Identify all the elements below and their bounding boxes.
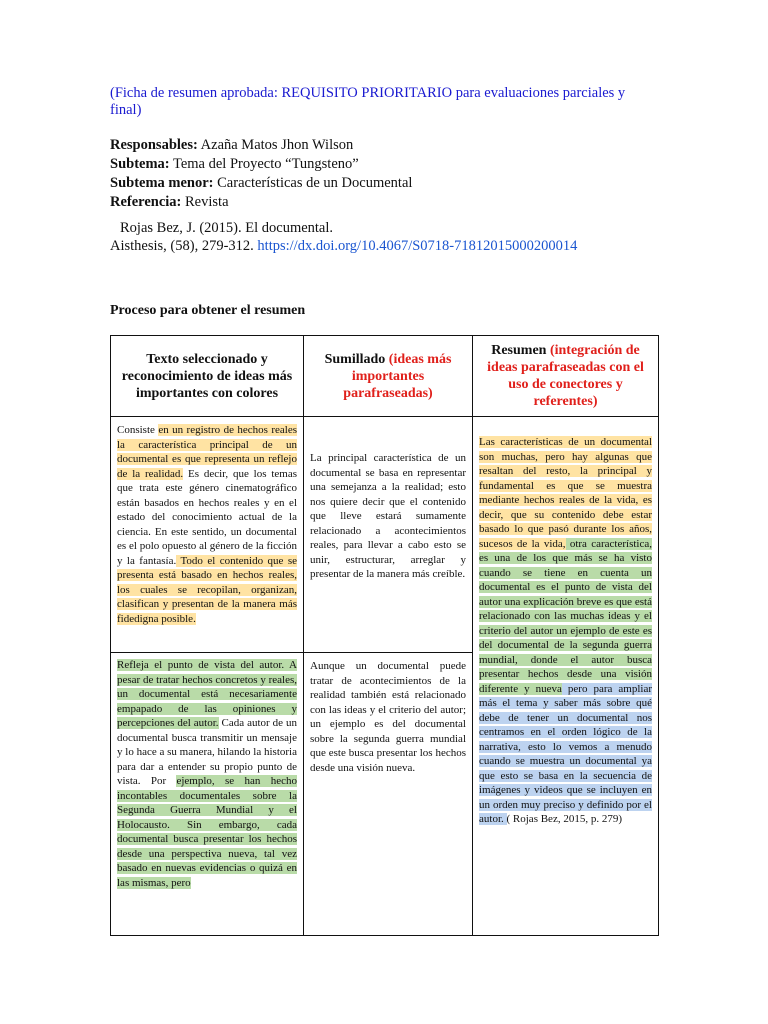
responsables-line: Responsables: Azaña Matos Jhon Wilson bbox=[110, 137, 354, 153]
table-row bbox=[111, 417, 659, 653]
section-title: Proceso para obtener el resumen bbox=[110, 303, 306, 318]
selected-text-cell-1: Consiste en un registro de hechos reales la característica principal de un documental es que representa un reflejo de la realidad. Es decir, que los temas que trata este género cinematográfico están basados en hechos reales y en el estado del conocimiento actual de la ciencia. En este sentido, un documental es el polo opuesto al género de la ficción y la fantasía. Todo el contenido que se presenta está basado en hechos reales, los cuales se recopilan, organizan, clasifican y presentan de la manera más fidedigna posible. bbox=[111, 417, 304, 653]
highlight-blue: pero para ampliar más el tema y saber más sobre qué debe de tener un documental nos centramos en el orden lógico de la narrativa, esto lo vemos a menudo cuando se muestra un documental ya que esto se basa en la secuencia de imágenes y videos que se incluyen en un orden muy preciso y definido por el autor. bbox=[479, 682, 652, 825]
subtema-menor-line: Subtema menor: Características de un Documental bbox=[110, 175, 413, 191]
highlight-green: otra característica, es una de los que más se ha visto cuando se tiene en cuenta un documental es el punto de vista del autor una explicación breve es que está relacionado con las muchas ideas y el criterio del autor un ejemplo de este es del documental de la segunda guerra mundial, donde el autor busca presentar hechos desde una visión diferente y nueva bbox=[479, 537, 652, 695]
subtema-line: Subtema: Tema del Proyecto “Tungsteno” bbox=[110, 156, 359, 172]
citation-line-1: Rojas Bez, J. (2015). El documental. bbox=[120, 220, 334, 236]
selected-text-cell-2: Refleja el punto de vista del autor. A pesar de tratar hechos concretos y reales, un documental está necesariamente empapado de las opiniones y percepciones del autor. Cada autor de un documental busca transmitir un mensaje y lo hace a su manera, hilando la historia para dar a entender su propio punto de vista. Por ejemplo, se han hecho incontables documentales sobre la Segunda Guerra Mundial y el Holocausto. Sin embargo, cada documental busca presentar los hechos desde una perspectiva nueva, tal vez basado en nuevas evidencias o quizá en las mismas, pero bbox=[111, 653, 304, 936]
highlight-yellow: Las características de un documental son muchas, pero hay algunas que resaltan del resto, la principal y fundamental es que se muestra mediante hechos reales de la vida, es decir, que su contenido debe estar basado lo que pasó durante los años, sucesos de la vida, bbox=[479, 436, 652, 550]
header-col-2: Sumillado (ideas más importantes parafraseadas) bbox=[304, 336, 473, 417]
highlight-yellow: en un registro de hechos reales la característica principal de un documental es que representa un reflejo de la realidad. bbox=[117, 424, 297, 480]
resumen-cell: Las características de un documental son muchas, pero hay algunas que resaltan del resto, la principal y fundamental es que se muestra mediante hechos reales de la vida, es decir, que su contenido debe estar basado lo que pasó durante los años, sucesos de la vida, otra característica, es una de los que más se ha visto cuando se tiene en cuenta un documental es el punto de vista del autor una explicación breve es que está relacionado con las muchas ideas y el criterio del autor un ejemplo de este es del documental de la segunda guerra mundial, donde el autor busca presentar hechos desde una visión diferente y nueva pero para ampliar más el tema y saber más sobre qué debe de tener un documental nos centramos en el orden lógico de la narrativa, esto lo vemos a menudo cuando se muestra un documental ya que esto se basa en la secuencia de imágenes y videos que se incluyen en un orden muy preciso y definido por el autor. ( Rojas Bez, 2015, p. 279) bbox=[473, 417, 659, 936]
citation-line-2: Aisthesis, (58), 279-312. https://dx.doi.org/10.4067/S0718-71812015000200014 bbox=[110, 238, 578, 254]
highlight-green: ejemplo, se han hecho incontables documentales sobre la Segunda Guerra Mundial y el Holocausto. Sin embargo, cada documental busca presentar los hechos desde una perspectiva nueva, tal vez basado en nuevas evidencias o quizá en las mismas, pero bbox=[117, 775, 297, 889]
highlight-green: Refleja el punto de vista del autor. A pesar de tratar hechos concretos y reales, un documental está necesariamente empapado de las opiniones y percepciones del autor. bbox=[117, 659, 297, 729]
doi-link[interactable]: https://dx.doi.org/10.4067/S0718-71812015000200014 bbox=[253, 238, 578, 254]
header-col-1: Texto seleccionado y reconocimiento de ideas más importantes con colores bbox=[111, 336, 304, 417]
table-header-row bbox=[111, 336, 659, 417]
summary-table bbox=[110, 335, 659, 936]
header-col-3: Resumen (integración de ideas parafraseadas con el uso de conectores y referentes) bbox=[473, 336, 659, 417]
referencia-line: Referencia: Revista bbox=[110, 194, 229, 210]
sumillado-cell-2: Aunque un documental puede tratar de acontecimientos de la realidad también está relacionado con las ideas y el criterio del autor; un ejemplo es del documental sobre la segunda guerra mundial que este busca presentar los hechos desde una visión nueva. bbox=[304, 653, 473, 936]
metadata-block bbox=[110, 136, 412, 212]
approval-note: (Ficha de resumen aprobada: REQUISITO PRIORITARIO para evaluaciones parciales y final) bbox=[110, 85, 626, 118]
highlight-yellow: Todo el contenido que se presenta está basado en hechos reales, los cuales se recopilan, organizan, clasifican y presentan de la manera más fidedigna posible. bbox=[117, 554, 297, 625]
sumillado-cell-1: La principal característica de un documental se basa en representar una semejanza a la realidad; esto nos quiere decir que el contenido que lleve estará sumamente relacionado a acontecimientos reales, para llevar a cabo esto se unir, estructurar, arreglar y presentar de la manera más creíble. bbox=[304, 417, 473, 653]
